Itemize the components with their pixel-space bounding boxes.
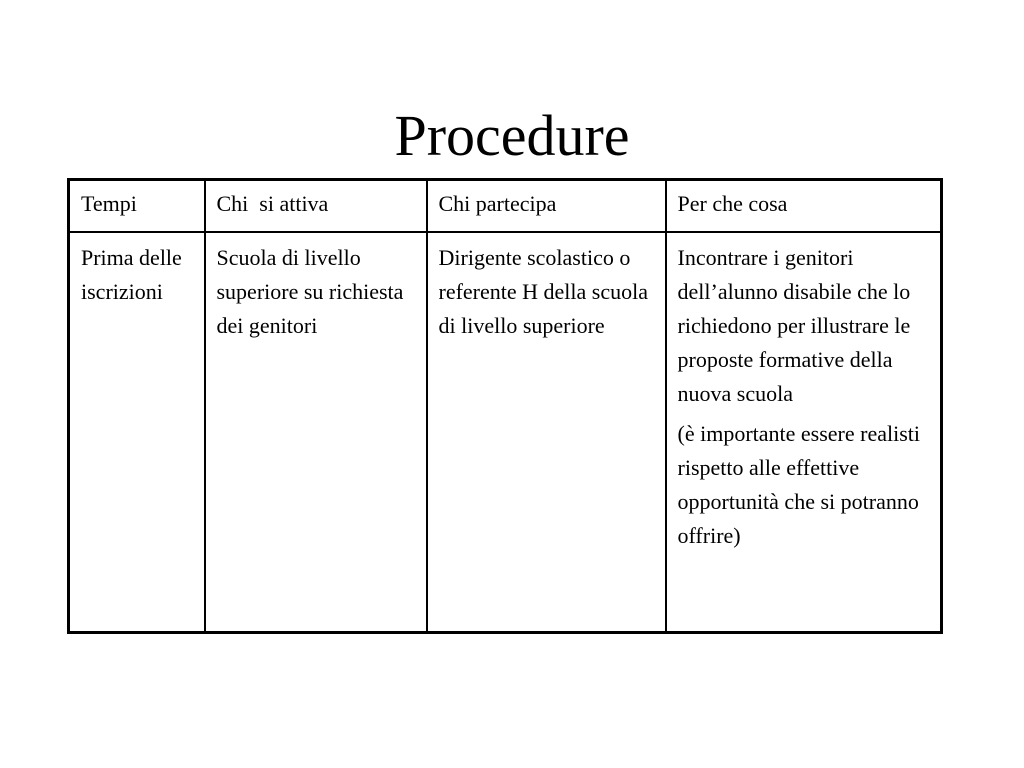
per-che-cosa-note: (è importante essere realisti rispetto alle effettive opportunità che si potranno offrire) [677,421,921,548]
header-per-che-cosa: Per che cosa [666,180,942,233]
slide-title: Procedure [394,103,630,168]
header-chi-partecipa: Chi partecipa [427,180,666,233]
per-che-cosa-paragraph: Incontrare i genitori dell’alunno disabile che lo richiedono per illustrare le proposte formative della nuova scuola [677,245,911,406]
header-tempi: Tempi [69,180,205,233]
header-chi-si-attiva: Chi si attiva [205,180,427,233]
table-row [69,232,942,633]
cell-chi-si-attiva: Scuola di livello superiore su richiesta dei genitori [205,232,427,633]
procedure-table [67,178,943,634]
cell-chi-partecipa: Dirigente scolastico o referente H della scuola di livello superiore [427,232,666,633]
table-header-row [69,180,942,233]
cell-tempi: Prima delle iscrizioni [69,232,205,633]
cell-per-che-cosa [666,232,942,633]
